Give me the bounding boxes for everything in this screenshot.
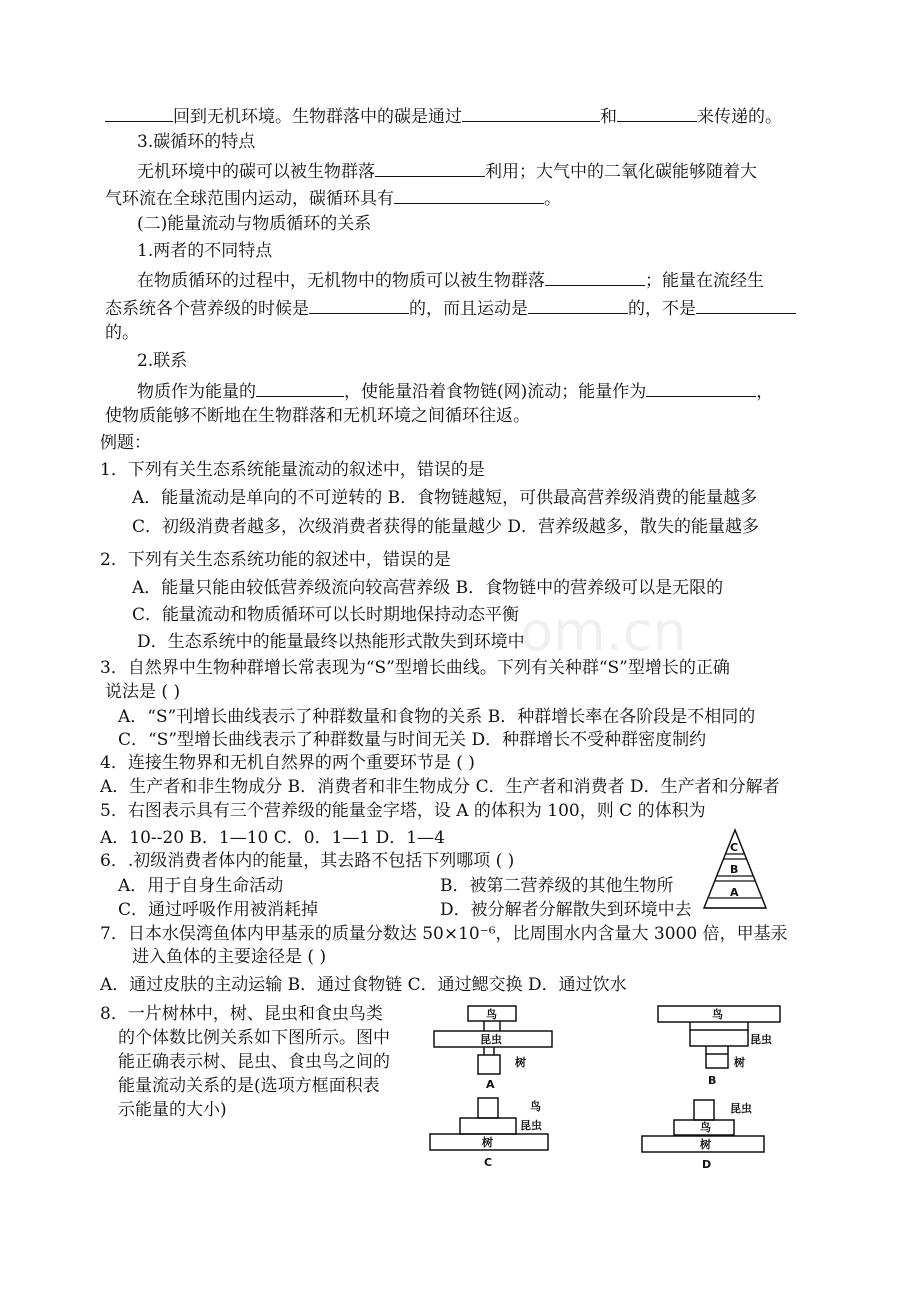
q2-stem: 2．下列有关生态系统功能的叙述中，错误的是: [100, 550, 451, 570]
q4-stem: 4．连接生物界和无机自然界的两个重要环节是 ( ): [100, 753, 475, 773]
pyramid-label-a: A: [730, 886, 739, 899]
q8-line-3: 能正确表示树、昆虫、食虫鸟之间的: [118, 1052, 390, 1072]
label-insect: 昆虫: [730, 1102, 752, 1115]
blank[interactable]: [375, 158, 485, 177]
text: 来传递的。: [697, 107, 782, 127]
heading-carbon-features: 3.碳循环的特点: [137, 132, 256, 152]
pyramid-label-b: B: [730, 863, 739, 876]
blank[interactable]: [646, 378, 756, 397]
label-bird: 鸟: [530, 1100, 541, 1113]
q4-options: A．生产者和非生物成分 B．消费者和非生物成分 C．生产者和消费者 D．生产者和分解者: [100, 777, 780, 797]
label-bird: 鸟: [700, 1121, 711, 1134]
energy-pyramid-figure: [700, 828, 770, 914]
blank[interactable]: [462, 103, 600, 122]
text: ，: [756, 382, 774, 402]
q8-pyramid-options-figure: [420, 1000, 800, 1180]
text: 的，而且运动是: [409, 299, 528, 319]
text: ，使能量沿着食物链(网)流动；能量作为: [344, 382, 647, 402]
q3-stem-2: 说法是 ( ): [105, 682, 181, 702]
text: 的，不是: [628, 299, 696, 319]
heading-relation: (二)能量流动与物质循环的关系: [137, 214, 372, 234]
text: 气环流在全球范围内运动，碳循环具有: [105, 189, 394, 209]
carbon-line-2: [137, 158, 757, 183]
label-bird: 鸟: [486, 1008, 497, 1021]
blank[interactable]: [545, 267, 645, 286]
q8-line-2: 的个体数比例关系如下图所示。图中: [118, 1028, 390, 1048]
text: 在物质循环的过程中，无机物中的物质可以被生物群落: [137, 271, 545, 291]
label-tree: 树: [482, 1136, 493, 1149]
text: 物质作为能量的: [137, 382, 256, 402]
option-label-a: A: [486, 1078, 495, 1091]
relation-line-4: [137, 378, 773, 403]
blank[interactable]: [617, 103, 697, 122]
relation-line-2: [105, 295, 796, 320]
q8-line-4: 能量流动关系的是(选项方框面积表: [118, 1076, 380, 1096]
q2-option-d: D．生态系统中的能量最终以热能形式散失到环境中: [137, 632, 525, 652]
text: 。: [544, 189, 561, 209]
blank[interactable]: [256, 378, 344, 397]
q6-option-c: C．通过呼吸作用被消耗掉: [118, 900, 319, 920]
q1-options-cd: C．初级消费者越多，次级消费者获得的能量越少 D．营养级越多，散失的能量越多: [132, 517, 760, 537]
blank[interactable]: [528, 295, 628, 314]
text: 和: [600, 107, 617, 127]
option-label-b: B: [708, 1074, 717, 1087]
blank[interactable]: [394, 185, 544, 204]
q8-line-1: 8．一片树林中，树、昆虫和食虫鸟类: [100, 1004, 383, 1024]
text: 回到无机环境。生物群落中的碳是通过: [173, 107, 462, 127]
blank[interactable]: [696, 295, 796, 314]
text: 无机环境中的碳可以被生物群落: [137, 162, 375, 182]
carbon-line-1: [105, 103, 782, 128]
q3-options-cd: C．“S”型增长曲线表示了种群数量与时间无关 D．种群增长不受种群密度制约: [118, 730, 707, 750]
q8-line-5: 示能量的大小): [118, 1100, 227, 1120]
label-insect: 昆虫: [480, 1033, 502, 1046]
relation-line-5: 使物质能够不断地在生物群落和无机环境之间循环往返。: [105, 406, 530, 426]
watermark: om.cn: [520, 600, 687, 663]
subheading-differences: 1.两者的不同特点: [137, 241, 273, 261]
q2-option-c: C．能量流动和物质循环可以长时期地保持动态平衡: [132, 605, 520, 625]
examples-label: 例题：: [100, 433, 151, 453]
relation-line-1: [137, 267, 764, 292]
relation-line-3: 的。: [105, 323, 139, 343]
text: ；能量在流经生: [645, 271, 764, 291]
text: 利用；大气中的二氧化碳能够随着大: [485, 162, 757, 182]
label-tree: 树: [700, 1138, 711, 1151]
subheading-link: 2.联系: [137, 351, 188, 371]
label-bird: 鸟: [712, 1008, 723, 1021]
carbon-line-3: [105, 185, 561, 210]
option-label-c: C: [484, 1156, 493, 1169]
text: 态系统各个营养级的时候是: [105, 299, 309, 319]
q7-stem-1: 7．日本水俣湾鱼体内甲基汞的质量分数达 50×10⁻⁶，比周围水内含量大 3000 倍，甲基汞: [100, 924, 788, 944]
pyramid-label-c: C: [730, 841, 739, 854]
q1-stem: 1．下列有关生态系统能量流动的叙述中，错误的是: [100, 460, 485, 480]
q7-options: A．通过皮肤的主动运输 B．通过食物链 C．通过鳃交换 D．通过饮水: [100, 975, 627, 995]
q2-options-ab: A．能量只能由较低营养级流向较高营养级 B．食物链中的营养级可以是无限的: [132, 578, 724, 598]
q5-options: A．10--20 B．1—10 C．0．1—1 D．1—4: [100, 828, 445, 848]
label-tree: 树: [734, 1056, 745, 1069]
q3-options-ab: A．“S”刊增长曲线表示了种群数量和食物的关系 B．种群增长率在各阶段是不相同的: [118, 707, 756, 727]
q3-stem-1: 3．自然界中生物种群增长常表现为“S”型增长曲线。下列有关种群“S”型增长的正确: [100, 658, 730, 678]
q7-stem-2: 进入鱼体的主要途径是 ( ): [132, 947, 327, 967]
q6-option-b: B．被第二营养级的其他生物所: [440, 876, 674, 896]
q5-stem: 5．右图表示具有三个营养级的能量金字塔，设 A 的体积为 100，则 C 的体积为: [100, 801, 706, 821]
label-insect: 昆虫: [520, 1119, 542, 1132]
option-label-d: D: [702, 1158, 712, 1171]
q6-stem: 6．.初级消费者体内的能量，其去路不包括下列哪项 ( ): [100, 851, 515, 871]
blank[interactable]: [309, 295, 409, 314]
q6-option-a: A．用于自身生命活动: [118, 876, 284, 896]
label-tree: 树: [515, 1056, 526, 1069]
q6-option-d: D．被分解者分解散失到环境中去: [440, 900, 692, 920]
q1-options-ab: A．能量流动是单向的不可逆转的 B．食物链越短，可供最高营养级消费的能量越多: [132, 488, 758, 508]
blank[interactable]: [105, 103, 173, 122]
label-insect: 昆虫: [750, 1033, 772, 1046]
